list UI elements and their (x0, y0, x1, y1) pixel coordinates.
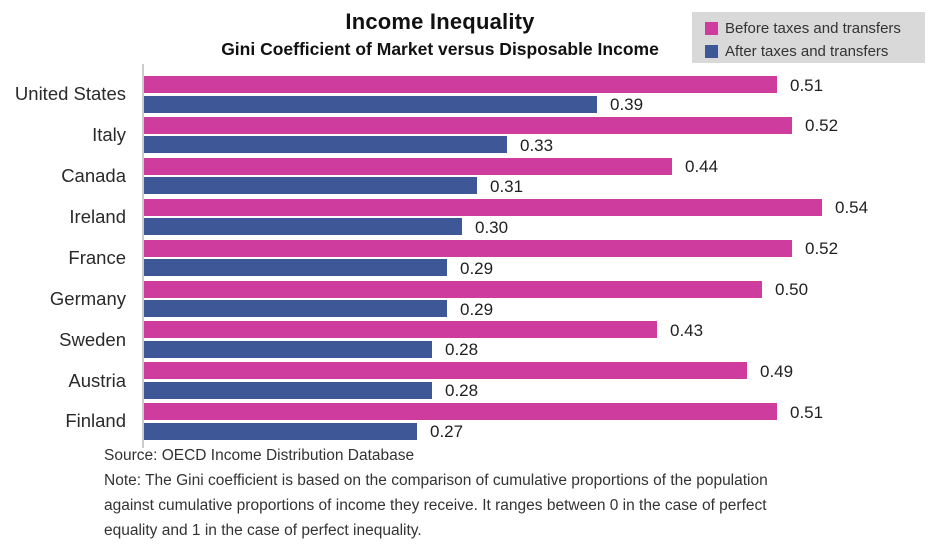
bar-before-taxes (144, 117, 792, 134)
note-line: equality and 1 in the case of perfect inequality. (104, 522, 422, 539)
country-label: Germany (49, 287, 126, 309)
footer (104, 443, 768, 543)
value-label: 0.29 (460, 258, 494, 278)
bar-before-taxes (144, 76, 777, 93)
value-label: 0.52 (805, 239, 839, 259)
value-label: 0.51 (790, 402, 824, 422)
bar-before-taxes (144, 403, 777, 420)
bar-before-taxes (144, 281, 762, 298)
country-label: France (68, 246, 126, 268)
chart-title: Income Inequality (345, 9, 535, 34)
note-line: against cumulative proportions of income they receive. It ranges between 0 in the case of perfect (104, 497, 767, 514)
value-label: 0.43 (670, 320, 704, 340)
value-label: 0.29 (460, 299, 494, 319)
value-label: 0.49 (760, 361, 794, 381)
bar-after-taxes (144, 96, 597, 113)
value-label: 0.54 (835, 198, 869, 218)
value-label: 0.50 (775, 280, 809, 299)
country-label: Sweden (59, 328, 126, 350)
value-label: 0.33 (520, 135, 554, 155)
value-label: 0.39 (610, 95, 644, 114)
value-label: 0.31 (490, 176, 524, 196)
value-label: 0.52 (805, 116, 839, 136)
country-label: Austria (68, 369, 126, 391)
country-label: Ireland (69, 205, 126, 227)
legend-item-label: Before taxes and transfers (725, 20, 901, 37)
country-label: Finland (65, 410, 126, 432)
bar-before-taxes (144, 362, 747, 379)
bar-before-taxes (144, 158, 672, 175)
bar-after-taxes (144, 382, 432, 399)
note-line: Note: The Gini coefficient is based on the comparison of cumulative proportions of the population (104, 472, 768, 489)
source-note: Source: OECD Income Distribution Database (104, 447, 415, 464)
value-label: 0.51 (790, 75, 824, 95)
bar-after-taxes (144, 218, 462, 235)
value-label: 0.44 (685, 157, 719, 177)
bar-after-taxes (144, 177, 477, 194)
chart-subtitle: Gini Coefficient of Market versus Disposable Income (221, 39, 659, 59)
value-label: 0.28 (445, 340, 479, 360)
country-label: Canada (61, 165, 126, 187)
value-label: 0.28 (445, 381, 479, 401)
value-label: 0.27 (430, 422, 464, 442)
bar-after-taxes (144, 136, 507, 153)
bar-after-taxes (144, 259, 447, 276)
bar-before-taxes (144, 240, 792, 257)
legend-item-label: After taxes and transfers (725, 43, 889, 60)
bar-before-taxes (144, 321, 657, 338)
bar-after-taxes (144, 300, 447, 317)
value-label: 0.30 (475, 217, 509, 237)
country-label: Italy (92, 124, 126, 146)
bar-after-taxes (144, 341, 432, 358)
bar-after-taxes (144, 423, 417, 440)
bar-before-taxes (144, 199, 822, 216)
country-label: United States (14, 83, 126, 105)
